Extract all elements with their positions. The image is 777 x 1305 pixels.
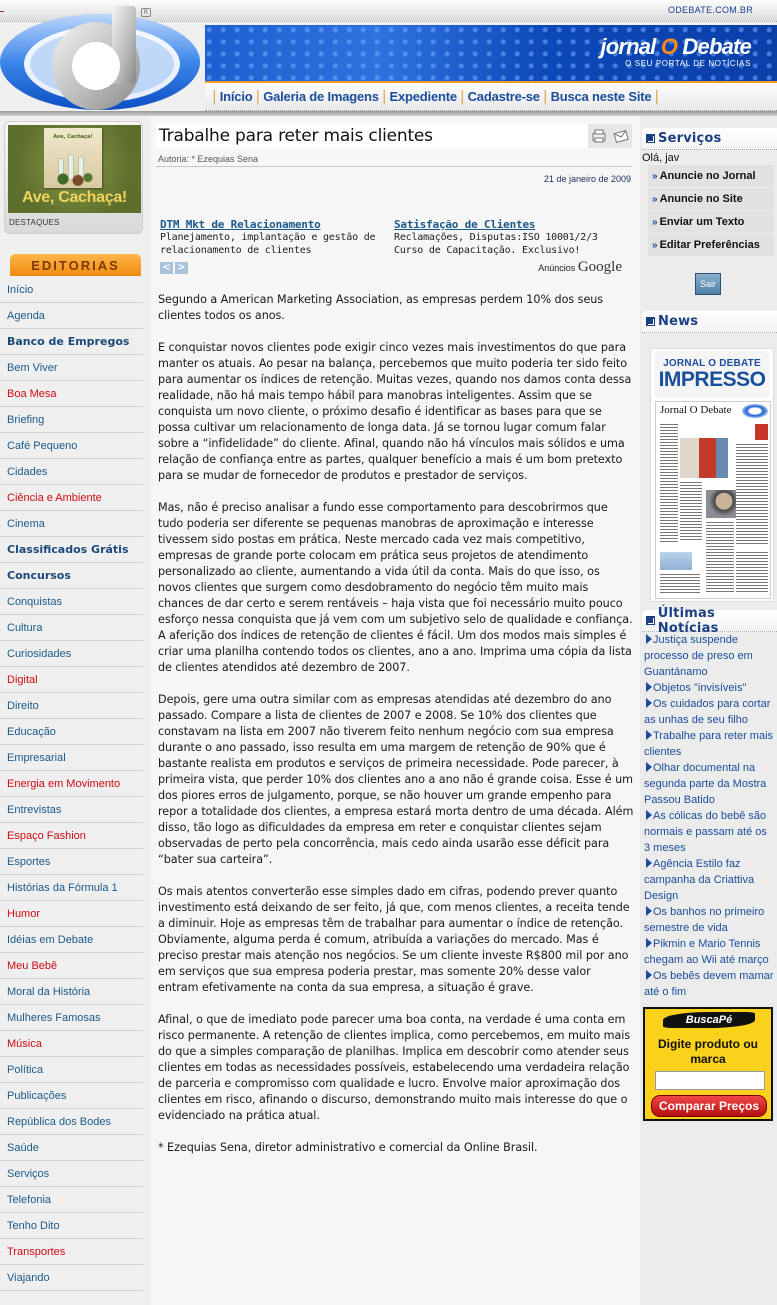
article-author: Autoria: * Ezequias Sena (158, 154, 259, 164)
editoria-link[interactable]: Briefing (0, 407, 143, 433)
news-item-link[interactable]: Agência Estilo faz campanha da Criattiva Design (644, 858, 755, 902)
ad-text: Reclamações, Disputas:ISO 10001/2/3 (394, 232, 598, 243)
nav-busca-neste-site[interactable]: Busca neste Site (550, 89, 652, 104)
editoria-link[interactable]: Política (0, 1057, 143, 1083)
editoria-link[interactable]: República dos Bodes (0, 1109, 143, 1135)
article-title: Trabalhe para reter mais clientes (159, 126, 433, 146)
ad-title[interactable]: DTM Mkt de Relacionamento (160, 218, 321, 231)
brand-tagline: O SEU PORTAL DE NOTÍCIAS (625, 59, 751, 68)
header-banner (205, 25, 777, 81)
triangle-right-icon (646, 730, 652, 740)
nav-galeria-de-imagens[interactable]: Galeria de Imagens (263, 89, 379, 104)
editoria-link[interactable]: Agenda (0, 303, 143, 329)
comparar-precos-button[interactable]: Comparar Preços (651, 1095, 767, 1117)
editoria-link[interactable]: Moral da História (0, 979, 143, 1005)
divider (156, 166, 632, 167)
editoria-link[interactable]: Saúde (0, 1135, 143, 1161)
editoria-link[interactable]: Concursos (0, 563, 143, 589)
brand-name: jornal O Debate (600, 34, 751, 59)
triangle-right-icon (646, 810, 652, 820)
buscape-widget (643, 1007, 773, 1121)
triangle-right-icon (646, 970, 652, 980)
logout-button[interactable]: Sair (695, 273, 721, 295)
nav-cadastre-se[interactable]: Cadastre-se (467, 89, 540, 104)
editoria-link[interactable]: Humor (0, 901, 143, 927)
ad-text: relacionamento de clientes (160, 245, 312, 256)
ad-unit-1[interactable] (160, 218, 375, 257)
news-heading: News (642, 311, 777, 333)
news-item-link[interactable]: Justiça suspende processo de preso em Guantánamo (644, 634, 753, 678)
news-item-link[interactable]: Objetos "invisíveis" (644, 680, 776, 696)
ad-pager (160, 262, 188, 274)
editorias-heading: EDITORIAS (10, 254, 141, 276)
editoria-link[interactable]: Empresarial (0, 745, 143, 771)
email-icon[interactable] (613, 128, 629, 144)
servicos-heading: Serviços (642, 128, 777, 150)
ad-title[interactable]: Satisfação de Clientes (394, 218, 536, 231)
editoria-link[interactable]: Espaço Fashion (0, 823, 143, 849)
buscape-logo[interactable]: BuscaPé (663, 1012, 755, 1028)
user-greeting: Olá, jav (642, 152, 680, 164)
news-item-link[interactable]: Os cuidados para cortar as unhas de seu filho (644, 698, 771, 726)
editoria-link[interactable]: Direito (0, 693, 143, 719)
news-item-link[interactable]: Olhar documental na segunda parte da Mostra Passou Batido (644, 762, 767, 806)
editoria-link[interactable]: Ciência e Ambiente (0, 485, 143, 511)
article-paragraph: * Ezequias Sena, diretor administrativo e comercial da Online Brasil. (158, 1141, 538, 1154)
registered-mark: R (141, 8, 151, 17)
site-url-suffix: .COM.BR (712, 5, 753, 15)
article-paragraph: Afinal, o que de imediato pode parecer uma boa conta, na verdade é uma conta em risco permanente. A retenção de clientes implica, como percebemos, em muito mais do que a simples comparação de planilhas. Implica em descobrir como atender seus clientes em todas as necessidades possíveis, estabelecendo uma verdadeira relação de parceria e compromisso com qualidade e lucro. Envolve maior aproximação dos clientes em risco, afinando o discurso, demonstrando muito mais interesse do que o evidenciado na prática atual. (158, 1013, 631, 1122)
buscape-search-input[interactable] (655, 1071, 765, 1090)
editoria-link[interactable]: Publicações (0, 1083, 143, 1109)
box-arrow-icon (646, 134, 655, 143)
editoria-link[interactable]: Viajando (0, 1265, 143, 1291)
article-paragraph: Depois, gere uma outra similar com as empresas atendidas até dezembro do ano passado. Compare a lista de clientes de 2007 e 2008. Se 10% dos clientes que constavam na lista em 2007 não tiverem feito nenhum negócio com sua empresa durante o ano passado, isso resulta em uma margem de retenção de 90% que é bastante realista em produtos e serviços de primeira necessidade. Pode parecer, à primeira vista, que perder 10% dos clientes ano a ano não é grande coisa. Esse é um dos piores erros de julgamento, porque, se não houver um grande empenho para repor a totalidade dos clientes, a empresa estará morta dentro de uma década. Além disso, tão logo as dificuldades da empresa em reter e conquistar clientes sejam observadas de perto pela concorrência, mais cedo ainda usarão esse déficit para “bater sua carteira”. (158, 693, 634, 866)
editoria-link[interactable]: Boa Mesa (0, 381, 143, 407)
editoria-link[interactable]: Banco de Empregos (0, 329, 143, 355)
triangle-right-icon (646, 634, 652, 644)
editoria-link[interactable]: Cidades (0, 459, 143, 485)
left-sidebar (0, 116, 150, 1305)
triangle-right-icon (646, 698, 652, 708)
news-item-link[interactable]: As cólicas do bebê são normais e passam até os 3 meses (644, 810, 767, 854)
triangle-right-icon (646, 858, 652, 868)
article-paragraph: Mas, não é preciso analisar a fundo esse comportamento para descobrirmos que tudo poderia ser diferente se pequenas manobras de aproximação e interesse tivessem sido postas em prática. Neste mercado cada vez mais competitivo, empresas de grande porte colocam em prática seus projetos de atendimento personalizado ao cliente, aumentando a vida útil da conta. Mais do que isso, os novos clientes que surgem como desdobramento do negócio têm muito mais chances de dar certo e serem rentáveis – haja vista que foi necessário muito pouco esforço nessa conquista que já vem com um subjetivo selo de qualidade e confiança. A aferição dos índices de retenção de clientes é fácil. Um dos modos mais simples é criar uma planilha contendo todos os clientes, ano a ano. Imprima uma cópia da lista de clientes atendidos até dezembro de 2007. (158, 501, 633, 674)
book-cover: Ave, Cachaça! (44, 128, 102, 188)
destaques-box[interactable] (4, 121, 143, 234)
double-chevron-icon: » (652, 171, 658, 182)
google-logo: Google (577, 259, 622, 275)
box-arrow-icon (646, 317, 655, 326)
editoria-link[interactable]: Tenho Dito (0, 1213, 143, 1239)
print-icon[interactable] (591, 128, 607, 144)
ultimas-noticias-heading: Últimas Notícias (642, 610, 777, 632)
editoria-link[interactable]: Cinema (0, 511, 143, 537)
editorias-list (0, 277, 143, 1291)
news-item-link[interactable]: Os bebês devem mamar até o fim (644, 970, 774, 998)
editoria-link[interactable]: Bem Viver (0, 355, 143, 381)
buscape-prompt: Digite produto ou marca (658, 1037, 758, 1066)
article-paragraph: Segundo a American Marketing Association, as empresas perdem 10% dos seus clientes todos os anos. (158, 293, 604, 322)
brand (600, 36, 751, 68)
editoria-link[interactable]: Telefonia (0, 1187, 143, 1213)
editoria-link[interactable]: Digital (0, 667, 143, 693)
editoria-link[interactable]: Classificados Grátis (0, 537, 143, 563)
ad-prev-button[interactable]: < (160, 262, 173, 274)
article-tools (588, 124, 632, 148)
jornal-impresso-promo[interactable] (650, 348, 774, 602)
editoria-link[interactable]: Café Pequeno (0, 433, 143, 459)
article-body (158, 292, 634, 1172)
impresso-line2: IMPRESSO (658, 368, 766, 391)
article-date: 21 de janeiro de 2009 (543, 174, 631, 184)
editoria-link[interactable]: Serviços (0, 1161, 143, 1187)
article-paragraph: Os mais atentos converterão esse simples dado em cifras, podendo prever quanto investimento está deixando de ser feito, já que, com menos clientes, a receita tende a diminuir. Hoje as empresas têm de trabalhar para aumentar o índice de retenção. Obviamente, alguma perda é comum, atribuída a variações do mercado. Mas é preciso prestar mais atenção nos negócios. Se um cliente investe R$800 mil por ano em serviços que sua empresa poderia prestar, mas somente 20% desse valor entram efetivamente na conta da sua empresa, a situação é grave. (158, 885, 630, 994)
editoria-link[interactable]: Meu Bebê (0, 953, 143, 979)
editoria-link[interactable]: Esportes (0, 849, 143, 875)
double-chevron-icon: » (652, 217, 658, 228)
triangle-right-icon (646, 682, 652, 692)
servico-link[interactable]: » Anuncie no Jornal (648, 165, 774, 188)
servico-link[interactable]: » Editar Preferências (648, 234, 774, 257)
news-item-link[interactable]: Pikmin e Mario Tennis chegam ao Wii até março (644, 938, 769, 966)
logo-d-icon (0, 4, 205, 112)
editoria-link[interactable]: Mulheres Famosas (0, 1005, 143, 1031)
google-ads (160, 218, 630, 278)
impresso-line1: JORNAL O DEBATE (663, 358, 761, 369)
site-logo[interactable] (0, 4, 205, 112)
ad-unit-2[interactable] (394, 218, 598, 257)
double-chevron-icon: » (652, 194, 658, 205)
right-sidebar (640, 116, 777, 1305)
newspaper-front-page: Jornal O Debate (655, 401, 771, 599)
triangle-right-icon (646, 762, 652, 772)
logo-d-icon (742, 404, 768, 418)
editoria-link[interactable]: Educação (0, 719, 143, 745)
ad-next-button[interactable]: > (175, 262, 188, 274)
destaque-caption: Ave, Cachaça! (22, 189, 127, 206)
editoria-link[interactable]: Música (0, 1031, 143, 1057)
article-paragraph: E conquistar novos clientes pode exigir cinco vezes mais investimentos do que para manter os atuais. Ao pesar na balança, percebemos que muito poderia ter sido feito para aumentar os índices de retenção. Muitas vezes, quando nos damos conta dessa realidade, não há mais tempo hábil para manobras inteligentes. Assim que se conquista um novo cliente, o próximo desafio é identificar as bases para que se possa cultivar um relacionamento de longa data. Já se tornou lugar comum falar sobre a “infidelidade” do cliente. Afinal, quando não há vínculos mais sólidos e uma relação de confiança entre as partes, qualquer benefício a mais é um bom pretexto para se mudar de fornecedor de produtos e prestador de serviços. (158, 341, 632, 482)
triangle-right-icon (646, 938, 652, 948)
servico-link[interactable]: » Enviar um Texto (648, 211, 774, 234)
site-url-link[interactable] (668, 5, 753, 15)
editoria-link[interactable]: Idéias em Debate (0, 927, 143, 953)
ad-text: Planejamento, implantação e gestão de (160, 232, 376, 243)
nav-inicio[interactable]: Início (219, 89, 253, 104)
editoria-link[interactable]: Entrevistas (0, 797, 143, 823)
triangle-right-icon (646, 906, 652, 916)
editoria-link[interactable]: Conquistas (0, 589, 143, 615)
ad-text: Curso de Capacitação. Exclusivo! (394, 245, 581, 256)
box-arrow-icon (646, 616, 655, 625)
double-chevron-icon: » (652, 240, 658, 251)
servico-link[interactable]: » Anuncie no Site (648, 188, 774, 211)
news-item-link[interactable]: Os banhos no primeiro semestre de vida (644, 906, 765, 934)
editoria-link[interactable]: Cultura (0, 615, 143, 641)
article-title-bar (156, 124, 632, 148)
editoria-link[interactable]: Transportes (0, 1239, 143, 1265)
destaques-tab-label: DESTAQUES (9, 218, 60, 227)
editoria-link[interactable]: Início (0, 277, 143, 303)
editoria-link[interactable]: Energia em Movimento (0, 771, 143, 797)
nav-expediente[interactable]: Expediente (389, 89, 457, 104)
site-url-prefix: ODEBATE (667, 5, 713, 15)
news-item-link[interactable]: Trabalhe para reter mais clientes (644, 730, 774, 758)
destaque-image[interactable] (8, 125, 141, 213)
servicos-list (648, 165, 774, 257)
editoria-link[interactable]: Curiosidades (0, 641, 143, 667)
ultimas-noticias-list (644, 632, 776, 1000)
ads-by-google[interactable]: Anúncios Google (538, 259, 622, 275)
article-column (150, 116, 640, 1305)
main-nav: | Início | Galeria de Imagens | Expediente | Cadastre-se | Busca neste Site | (205, 81, 777, 111)
editoria-link[interactable]: Histórias da Fórmula 1 (0, 875, 143, 901)
